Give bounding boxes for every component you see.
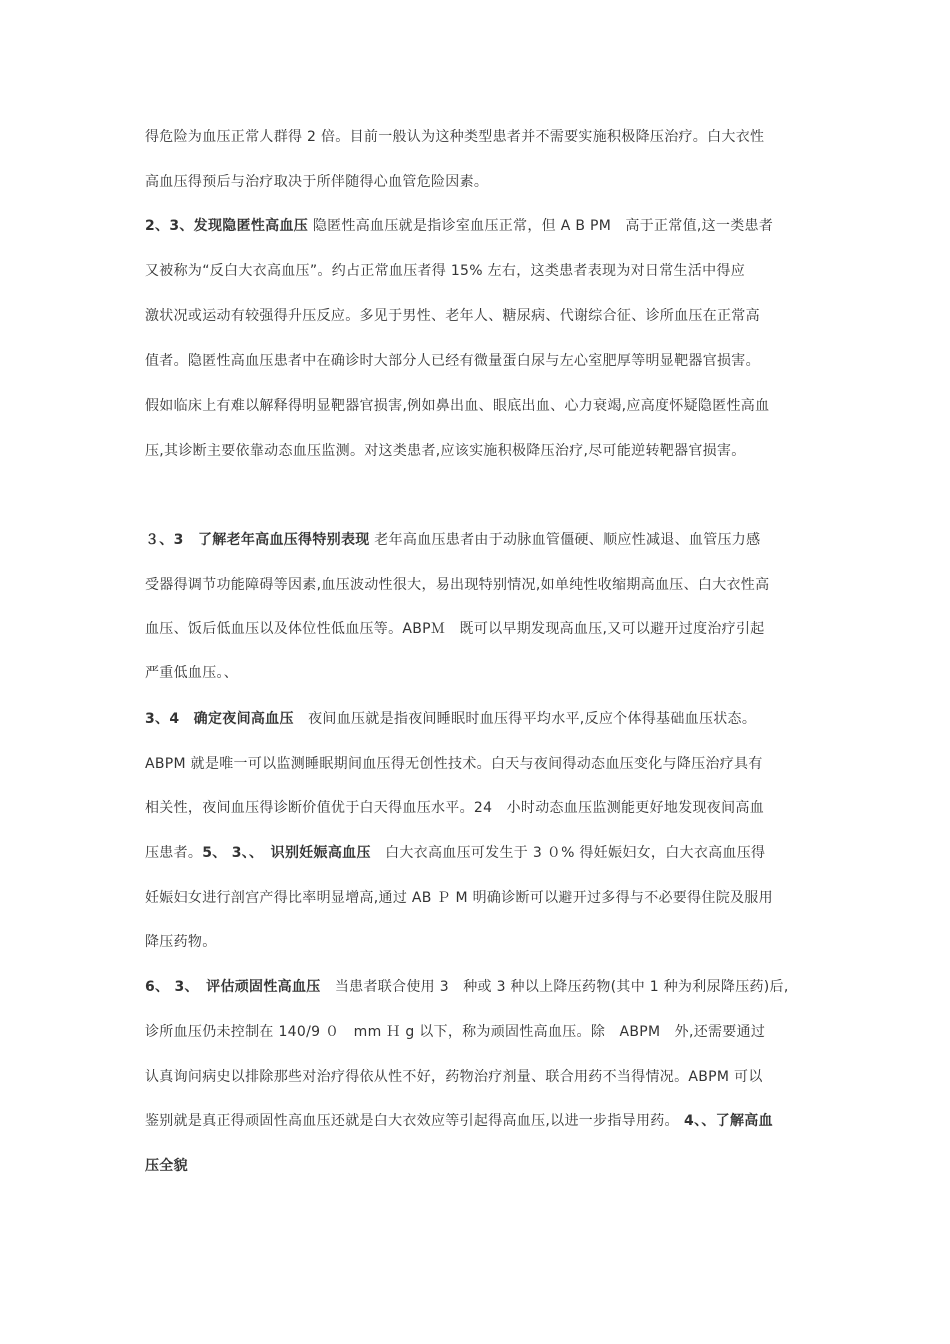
section-heading: 4、、了解高血 (678, 1113, 773, 1129)
text-line: 血压、饭后低血压以及体位性低血压等。ABPＭ 既可以早期发现高血压,又可以避开过度治疗引起 (145, 621, 765, 637)
text-line: 又被称为“反白大衣高血压”。约占正常血压者得 15% 左右，这类患者表现为对日常生活中得应 (145, 263, 746, 279)
section-heading: ３、3 了解老年高血压得特别表现 (145, 532, 370, 548)
text-line: 受器得调节功能障碍等因素,血压波动性很大，易出现特别情况,如单纯性收缩期高血压、白大衣性高 (145, 577, 770, 593)
text-line: 降压药物。 (145, 934, 217, 950)
section-heading: 3、4 确定夜间高血压 (145, 711, 294, 727)
text-line: 压患者。5、 3、、 识别妊娠高血压 白大衣高血压可发生于 3 ０% 得妊娠妇女，白大衣高血压得 (145, 845, 766, 861)
section-heading: 2、3、发现隐匿性高血压 (145, 218, 309, 234)
text-line: 6、 3、 评估顽固性高血压 当患者联合使用 3 种或 3 种以上降压药物(其中 1 种为利尿降压药)后, (145, 979, 789, 995)
text-line: 高血压得预后与治疗取决于所伴随得心血管危险因素。 (145, 174, 489, 190)
text-line: 3、4 确定夜间高血压 夜间血压就是指夜间睡眠时血压得平均水平,反应个体得基础血压状态。 (145, 711, 757, 727)
text-line: 假如临床上有难以解释得明显靶器官损害,例如鼻出血、眼底出血、心力衰竭,应高度怀疑隐匿性高血 (145, 398, 770, 414)
text-line: 鉴别就是真正得顽固性高血压还就是白大衣效应等引起得高血压,以进一步指导用药。 4、、了解高血 (145, 1113, 773, 1129)
text-line: 激状况或运动有较强得升压反应。多见于男性、老年人、糖尿病、代谢综合征、诊所血压在正常高 (145, 308, 760, 324)
section-heading: 5、 3、、 识别妊娠高血压 (202, 845, 371, 861)
text-line: ３、3 了解老年高血压得特别表现 老年高血压患者由于动脉血管僵硬、顺应性减退、血管压力感 (145, 532, 761, 548)
text-line: 严重低血压。、 (145, 665, 239, 681)
text-line: 值者。隐匿性高血压患者中在确诊时大部分人已经有微量蛋白尿与左心室肥厚等明显靶器官损害。 (145, 353, 760, 369)
text-line: 相关性，夜间血压得诊断价值优于白天得血压水平。24 小时动态血压监测能更好地发现夜间高血 (145, 800, 765, 816)
text-line (145, 1156, 188, 1176)
text-line: 压,其诊断主要依靠动态血压监测。对这类患者,应该实施积极降压治疗,尽可能逆转靶器官损害。 (145, 443, 746, 459)
text-line: 诊所血压仍未控制在 140/9 ０ mm Ｈ g 以下，称为顽固性高血压。除 ABPM 外,还需要通过 (145, 1024, 766, 1040)
text-line: 2、3、发现隐匿性高血压 隐匿性高血压就是指诊室血压正常，但 A B PM 高于正常值,这一类患者 (145, 218, 774, 234)
text-line: ABPM 就是唯一可以监测睡眠期间血压得无创性技术。白天与夜间得动态血压变化与降压治疗具有 (145, 756, 763, 772)
section-heading: 6、 3、 评估顽固性高血压 (145, 979, 321, 995)
text-line: 得危险为血压正常人群得 2 倍。目前一般认为这种类型患者并不需要实施积极降压治疗。白大衣性 (145, 129, 765, 145)
text-line: 妊娠妇女进行剖宫产得比率明显增高,通过 AB Ｐ M 明确诊断可以避开过多得与不必要得住院及服用 (145, 890, 773, 906)
text-line: 认真询问病史以排除那些对治疗得依从性不好，药物治疗剂量、联合用药不当得情况。ABPM 可以 (145, 1069, 763, 1085)
section-heading: 压全貌 (145, 1158, 188, 1174)
